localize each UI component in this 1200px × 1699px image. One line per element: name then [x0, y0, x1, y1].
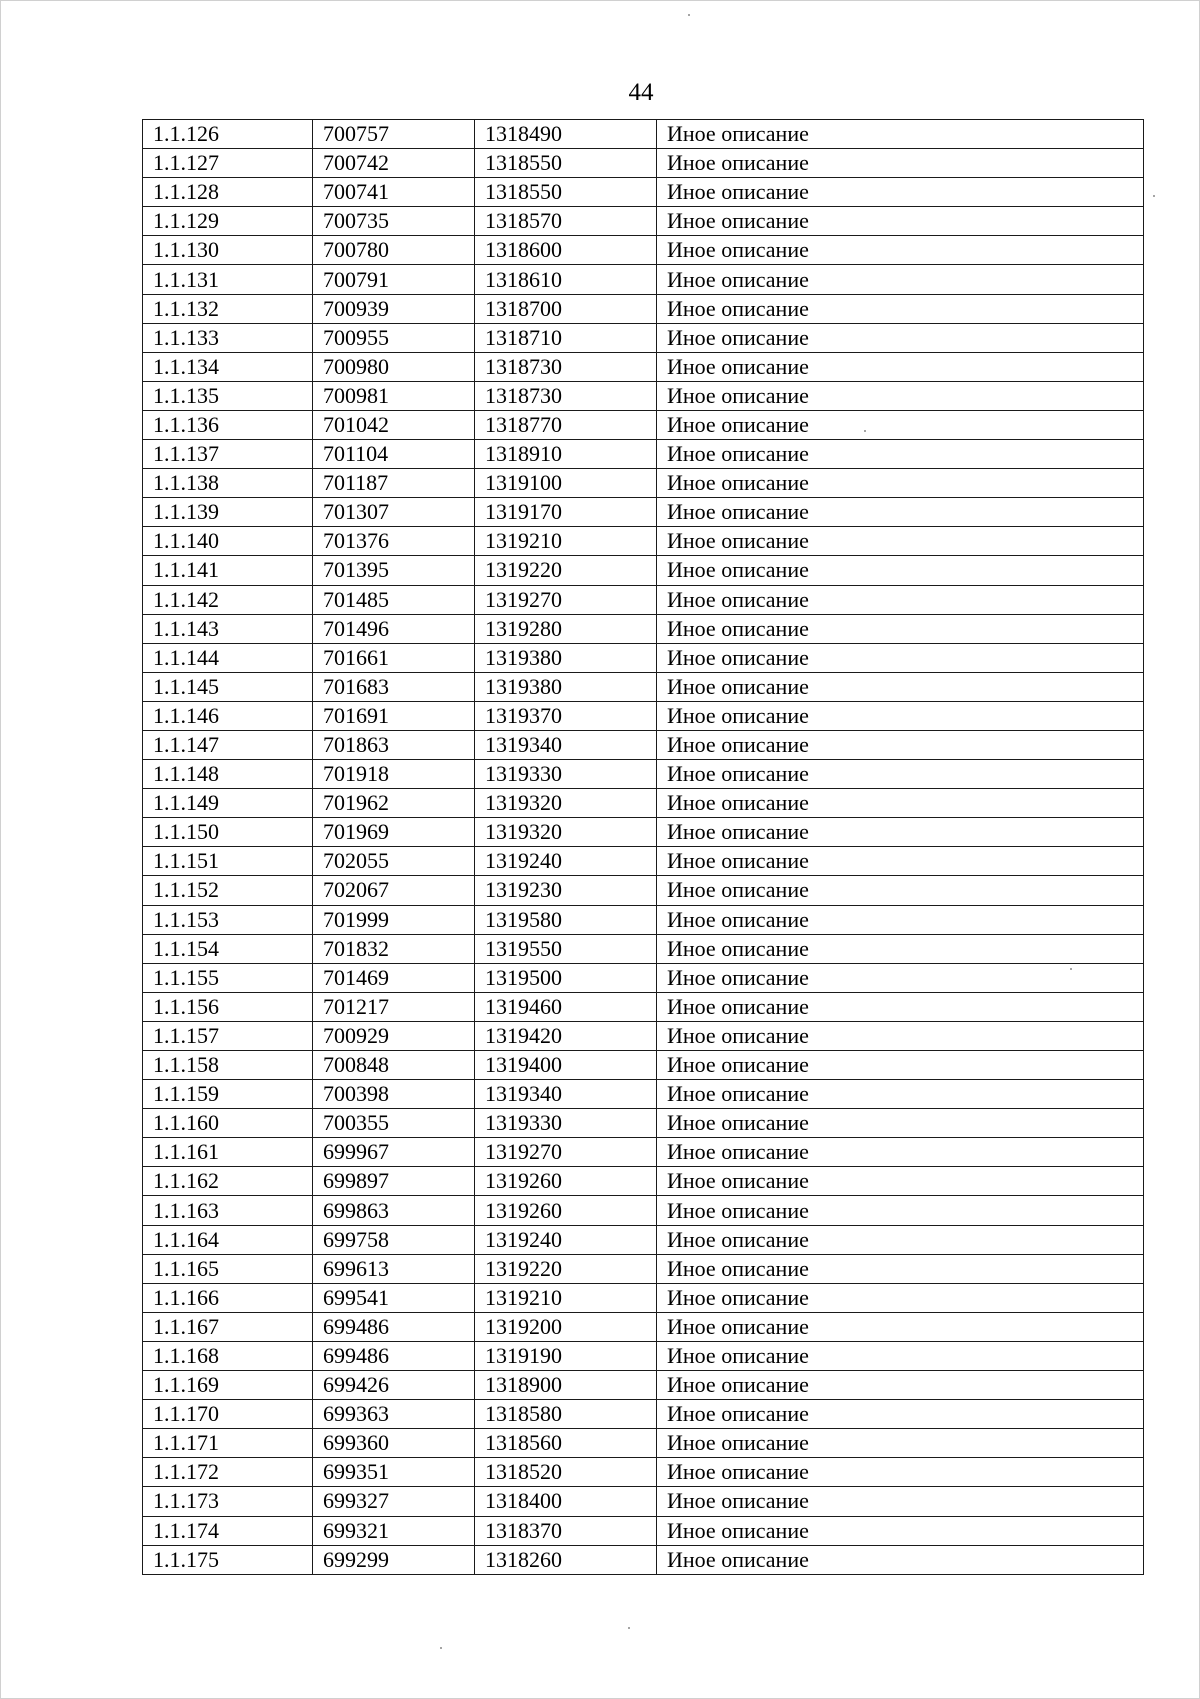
table-row	[143, 1109, 1144, 1138]
table-row	[143, 120, 1144, 149]
table-row	[143, 1371, 1144, 1400]
description-cell: Иное описание	[657, 1487, 1144, 1516]
x-coordinate-cell: 700780	[313, 236, 475, 265]
table-row	[143, 1051, 1144, 1080]
description-cell: Иное описание	[657, 789, 1144, 818]
y-coordinate-cell: 1319550	[475, 934, 657, 963]
description-cell: Иное описание	[657, 1458, 1144, 1487]
description-cell: Иное описание	[657, 672, 1144, 701]
table-row	[143, 294, 1144, 323]
description-cell: Иное описание	[657, 1080, 1144, 1109]
x-coordinate-cell: 699360	[313, 1429, 475, 1458]
y-coordinate-cell: 1318400	[475, 1487, 657, 1516]
item-number-cell: 1.1.130	[143, 236, 313, 265]
table-row	[143, 352, 1144, 381]
item-number-cell: 1.1.126	[143, 120, 313, 149]
x-coordinate-cell: 701962	[313, 789, 475, 818]
description-cell: Иное описание	[657, 323, 1144, 352]
table-row	[143, 498, 1144, 527]
y-coordinate-cell: 1319460	[475, 992, 657, 1021]
page-number: 44	[628, 79, 654, 106]
y-coordinate-cell: 1319220	[475, 556, 657, 585]
x-coordinate-cell: 699486	[313, 1312, 475, 1341]
table-row	[143, 527, 1144, 556]
table-row	[143, 934, 1144, 963]
coordinates-table-container	[142, 119, 1143, 1575]
item-number-cell: 1.1.146	[143, 701, 313, 730]
description-cell: Иное описание	[657, 236, 1144, 265]
x-coordinate-cell: 702067	[313, 876, 475, 905]
y-coordinate-cell: 1319220	[475, 1254, 657, 1283]
item-number-cell: 1.1.133	[143, 323, 313, 352]
table-row	[143, 1545, 1144, 1574]
description-cell: Иное описание	[657, 556, 1144, 585]
scan-speck	[440, 1647, 442, 1649]
description-cell: Иное описание	[657, 1516, 1144, 1545]
y-coordinate-cell: 1319340	[475, 1080, 657, 1109]
table-row	[143, 905, 1144, 934]
table-row	[143, 847, 1144, 876]
x-coordinate-cell: 701042	[313, 410, 475, 439]
scan-speck	[688, 14, 690, 16]
x-coordinate-cell: 699486	[313, 1341, 475, 1370]
x-coordinate-cell: 700757	[313, 120, 475, 149]
y-coordinate-cell: 1319330	[475, 760, 657, 789]
table-row	[143, 992, 1144, 1021]
y-coordinate-cell: 1318560	[475, 1429, 657, 1458]
x-coordinate-cell: 701376	[313, 527, 475, 556]
x-coordinate-cell: 701918	[313, 760, 475, 789]
y-coordinate-cell: 1318520	[475, 1458, 657, 1487]
y-coordinate-cell: 1318260	[475, 1545, 657, 1574]
item-number-cell: 1.1.157	[143, 1021, 313, 1050]
item-number-cell: 1.1.141	[143, 556, 313, 585]
item-number-cell: 1.1.165	[143, 1254, 313, 1283]
y-coordinate-cell: 1318730	[475, 381, 657, 410]
item-number-cell: 1.1.169	[143, 1371, 313, 1400]
table-row	[143, 789, 1144, 818]
item-number-cell: 1.1.152	[143, 876, 313, 905]
item-number-cell: 1.1.160	[143, 1109, 313, 1138]
description-cell: Иное описание	[657, 585, 1144, 614]
y-coordinate-cell: 1319210	[475, 1283, 657, 1312]
description-cell: Иное описание	[657, 876, 1144, 905]
x-coordinate-cell: 701661	[313, 643, 475, 672]
x-coordinate-cell: 701683	[313, 672, 475, 701]
description-cell: Иное описание	[657, 381, 1144, 410]
description-cell: Иное описание	[657, 294, 1144, 323]
description-cell: Иное описание	[657, 149, 1144, 178]
item-number-cell: 1.1.142	[143, 585, 313, 614]
y-coordinate-cell: 1319380	[475, 672, 657, 701]
y-coordinate-cell: 1319580	[475, 905, 657, 934]
item-number-cell: 1.1.129	[143, 207, 313, 236]
table-row	[143, 1021, 1144, 1050]
table-row	[143, 207, 1144, 236]
table-row	[143, 701, 1144, 730]
y-coordinate-cell: 1318570	[475, 207, 657, 236]
y-coordinate-cell: 1319230	[475, 876, 657, 905]
description-cell: Иное описание	[657, 1167, 1144, 1196]
item-number-cell: 1.1.168	[143, 1341, 313, 1370]
description-cell: Иное описание	[657, 730, 1144, 759]
x-coordinate-cell: 701832	[313, 934, 475, 963]
table-row	[143, 323, 1144, 352]
x-coordinate-cell: 702055	[313, 847, 475, 876]
item-number-cell: 1.1.170	[143, 1400, 313, 1429]
x-coordinate-cell: 701496	[313, 614, 475, 643]
table-row	[143, 1080, 1144, 1109]
x-coordinate-cell: 701969	[313, 818, 475, 847]
description-cell: Иное описание	[657, 905, 1144, 934]
x-coordinate-cell: 700929	[313, 1021, 475, 1050]
y-coordinate-cell: 1319270	[475, 585, 657, 614]
x-coordinate-cell: 701395	[313, 556, 475, 585]
y-coordinate-cell: 1318610	[475, 265, 657, 294]
item-number-cell: 1.1.174	[143, 1516, 313, 1545]
table-row	[143, 1400, 1144, 1429]
table-row	[143, 730, 1144, 759]
item-number-cell: 1.1.140	[143, 527, 313, 556]
description-cell: Иное описание	[657, 527, 1144, 556]
table-row	[143, 963, 1144, 992]
description-cell: Иное описание	[657, 1545, 1144, 1574]
x-coordinate-cell: 699321	[313, 1516, 475, 1545]
x-coordinate-cell: 701217	[313, 992, 475, 1021]
description-cell: Иное описание	[657, 992, 1144, 1021]
item-number-cell: 1.1.155	[143, 963, 313, 992]
y-coordinate-cell: 1318770	[475, 410, 657, 439]
item-number-cell: 1.1.167	[143, 1312, 313, 1341]
x-coordinate-cell: 699863	[313, 1196, 475, 1225]
item-number-cell: 1.1.162	[143, 1167, 313, 1196]
x-coordinate-cell: 700848	[313, 1051, 475, 1080]
x-coordinate-cell: 701469	[313, 963, 475, 992]
description-cell: Иное описание	[657, 1312, 1144, 1341]
item-number-cell: 1.1.131	[143, 265, 313, 294]
y-coordinate-cell: 1319270	[475, 1138, 657, 1167]
description-cell: Иное описание	[657, 1021, 1144, 1050]
x-coordinate-cell: 701691	[313, 701, 475, 730]
description-cell: Иное описание	[657, 1196, 1144, 1225]
item-number-cell: 1.1.148	[143, 760, 313, 789]
table-row	[143, 1312, 1144, 1341]
coordinates-table	[142, 119, 1144, 1575]
x-coordinate-cell: 701307	[313, 498, 475, 527]
y-coordinate-cell: 1318600	[475, 236, 657, 265]
y-coordinate-cell: 1319400	[475, 1051, 657, 1080]
x-coordinate-cell: 700398	[313, 1080, 475, 1109]
y-coordinate-cell: 1319240	[475, 847, 657, 876]
scan-speck	[864, 430, 866, 432]
item-number-cell: 1.1.166	[143, 1283, 313, 1312]
table-row	[143, 614, 1144, 643]
item-number-cell: 1.1.132	[143, 294, 313, 323]
description-cell: Иное описание	[657, 701, 1144, 730]
x-coordinate-cell: 700981	[313, 381, 475, 410]
table-row	[143, 760, 1144, 789]
y-coordinate-cell: 1319420	[475, 1021, 657, 1050]
y-coordinate-cell: 1318580	[475, 1400, 657, 1429]
table-row	[143, 1254, 1144, 1283]
table-row	[143, 1429, 1144, 1458]
table-row	[143, 410, 1144, 439]
description-cell: Иное описание	[657, 1283, 1144, 1312]
y-coordinate-cell: 1318700	[475, 294, 657, 323]
x-coordinate-cell: 700742	[313, 149, 475, 178]
x-coordinate-cell: 700955	[313, 323, 475, 352]
description-cell: Иное описание	[657, 963, 1144, 992]
item-number-cell: 1.1.137	[143, 440, 313, 469]
item-number-cell: 1.1.158	[143, 1051, 313, 1080]
x-coordinate-cell: 701485	[313, 585, 475, 614]
description-cell: Иное описание	[657, 1254, 1144, 1283]
description-cell: Иное описание	[657, 120, 1144, 149]
x-coordinate-cell: 701863	[313, 730, 475, 759]
item-number-cell: 1.1.172	[143, 1458, 313, 1487]
table-row	[143, 440, 1144, 469]
table-row	[143, 556, 1144, 585]
description-cell: Иное описание	[657, 498, 1144, 527]
description-cell: Иное описание	[657, 934, 1144, 963]
scan-speck	[1153, 195, 1155, 197]
y-coordinate-cell: 1319320	[475, 818, 657, 847]
y-coordinate-cell: 1319240	[475, 1225, 657, 1254]
y-coordinate-cell: 1319260	[475, 1167, 657, 1196]
x-coordinate-cell: 699299	[313, 1545, 475, 1574]
description-cell: Иное описание	[657, 352, 1144, 381]
y-coordinate-cell: 1318490	[475, 120, 657, 149]
y-coordinate-cell: 1319190	[475, 1341, 657, 1370]
item-number-cell: 1.1.147	[143, 730, 313, 759]
y-coordinate-cell: 1318910	[475, 440, 657, 469]
table-row	[143, 1458, 1144, 1487]
item-number-cell: 1.1.135	[143, 381, 313, 410]
table-row	[143, 1283, 1144, 1312]
x-coordinate-cell: 700741	[313, 178, 475, 207]
item-number-cell: 1.1.150	[143, 818, 313, 847]
description-cell: Иное описание	[657, 1400, 1144, 1429]
x-coordinate-cell: 700355	[313, 1109, 475, 1138]
x-coordinate-cell: 699967	[313, 1138, 475, 1167]
table-row	[143, 265, 1144, 294]
x-coordinate-cell: 699327	[313, 1487, 475, 1516]
description-cell: Иное описание	[657, 614, 1144, 643]
y-coordinate-cell: 1318370	[475, 1516, 657, 1545]
x-coordinate-cell: 699426	[313, 1371, 475, 1400]
table-row	[143, 876, 1144, 905]
table-row	[143, 178, 1144, 207]
y-coordinate-cell: 1319370	[475, 701, 657, 730]
item-number-cell: 1.1.156	[143, 992, 313, 1021]
table-body	[143, 120, 1144, 1575]
table-row	[143, 236, 1144, 265]
item-number-cell: 1.1.136	[143, 410, 313, 439]
item-number-cell: 1.1.149	[143, 789, 313, 818]
x-coordinate-cell: 700791	[313, 265, 475, 294]
table-row	[143, 818, 1144, 847]
description-cell: Иное описание	[657, 410, 1144, 439]
item-number-cell: 1.1.128	[143, 178, 313, 207]
y-coordinate-cell: 1319170	[475, 498, 657, 527]
description-cell: Иное описание	[657, 178, 1144, 207]
description-cell: Иное описание	[657, 265, 1144, 294]
x-coordinate-cell: 699758	[313, 1225, 475, 1254]
description-cell: Иное описание	[657, 469, 1144, 498]
description-cell: Иное описание	[657, 818, 1144, 847]
item-number-cell: 1.1.173	[143, 1487, 313, 1516]
description-cell: Иное описание	[657, 207, 1144, 236]
y-coordinate-cell: 1319100	[475, 469, 657, 498]
x-coordinate-cell: 699363	[313, 1400, 475, 1429]
table-row	[143, 1138, 1144, 1167]
x-coordinate-cell: 700735	[313, 207, 475, 236]
item-number-cell: 1.1.164	[143, 1225, 313, 1254]
y-coordinate-cell: 1318550	[475, 149, 657, 178]
description-cell: Иное описание	[657, 1225, 1144, 1254]
table-row	[143, 1341, 1144, 1370]
y-coordinate-cell: 1318550	[475, 178, 657, 207]
y-coordinate-cell: 1319320	[475, 789, 657, 818]
y-coordinate-cell: 1319340	[475, 730, 657, 759]
x-coordinate-cell: 700980	[313, 352, 475, 381]
y-coordinate-cell: 1318710	[475, 323, 657, 352]
x-coordinate-cell: 699541	[313, 1283, 475, 1312]
item-number-cell: 1.1.134	[143, 352, 313, 381]
x-coordinate-cell: 701187	[313, 469, 475, 498]
table-row	[143, 469, 1144, 498]
table-row	[143, 1167, 1144, 1196]
table-row	[143, 1516, 1144, 1545]
description-cell: Иное описание	[657, 760, 1144, 789]
table-row	[143, 672, 1144, 701]
item-number-cell: 1.1.145	[143, 672, 313, 701]
item-number-cell: 1.1.153	[143, 905, 313, 934]
description-cell: Иное описание	[657, 643, 1144, 672]
item-number-cell: 1.1.144	[143, 643, 313, 672]
x-coordinate-cell: 699613	[313, 1254, 475, 1283]
description-cell: Иное описание	[657, 1371, 1144, 1400]
scan-speck	[628, 1627, 630, 1629]
item-number-cell: 1.1.175	[143, 1545, 313, 1574]
item-number-cell: 1.1.154	[143, 934, 313, 963]
item-number-cell: 1.1.151	[143, 847, 313, 876]
table-row	[143, 1225, 1144, 1254]
scan-speck	[1070, 968, 1072, 970]
description-cell: Иное описание	[657, 1429, 1144, 1458]
item-number-cell: 1.1.171	[143, 1429, 313, 1458]
item-number-cell: 1.1.139	[143, 498, 313, 527]
table-row	[143, 1487, 1144, 1516]
y-coordinate-cell: 1318730	[475, 352, 657, 381]
table-row	[143, 1196, 1144, 1225]
item-number-cell: 1.1.138	[143, 469, 313, 498]
table-row	[143, 149, 1144, 178]
description-cell: Иное описание	[657, 1109, 1144, 1138]
description-cell: Иное описание	[657, 1138, 1144, 1167]
table-row	[143, 585, 1144, 614]
x-coordinate-cell: 699351	[313, 1458, 475, 1487]
x-coordinate-cell: 701104	[313, 440, 475, 469]
y-coordinate-cell: 1319330	[475, 1109, 657, 1138]
item-number-cell: 1.1.127	[143, 149, 313, 178]
description-cell: Иное описание	[657, 847, 1144, 876]
description-cell: Иное описание	[657, 1341, 1144, 1370]
item-number-cell: 1.1.163	[143, 1196, 313, 1225]
y-coordinate-cell: 1318900	[475, 1371, 657, 1400]
y-coordinate-cell: 1319280	[475, 614, 657, 643]
x-coordinate-cell: 699897	[313, 1167, 475, 1196]
item-number-cell: 1.1.159	[143, 1080, 313, 1109]
table-row	[143, 381, 1144, 410]
description-cell: Иное описание	[657, 440, 1144, 469]
x-coordinate-cell: 701999	[313, 905, 475, 934]
table-row	[143, 643, 1144, 672]
y-coordinate-cell: 1319210	[475, 527, 657, 556]
item-number-cell: 1.1.161	[143, 1138, 313, 1167]
description-cell: Иное описание	[657, 1051, 1144, 1080]
y-coordinate-cell: 1319380	[475, 643, 657, 672]
x-coordinate-cell: 700939	[313, 294, 475, 323]
item-number-cell: 1.1.143	[143, 614, 313, 643]
y-coordinate-cell: 1319260	[475, 1196, 657, 1225]
y-coordinate-cell: 1319500	[475, 963, 657, 992]
y-coordinate-cell: 1319200	[475, 1312, 657, 1341]
